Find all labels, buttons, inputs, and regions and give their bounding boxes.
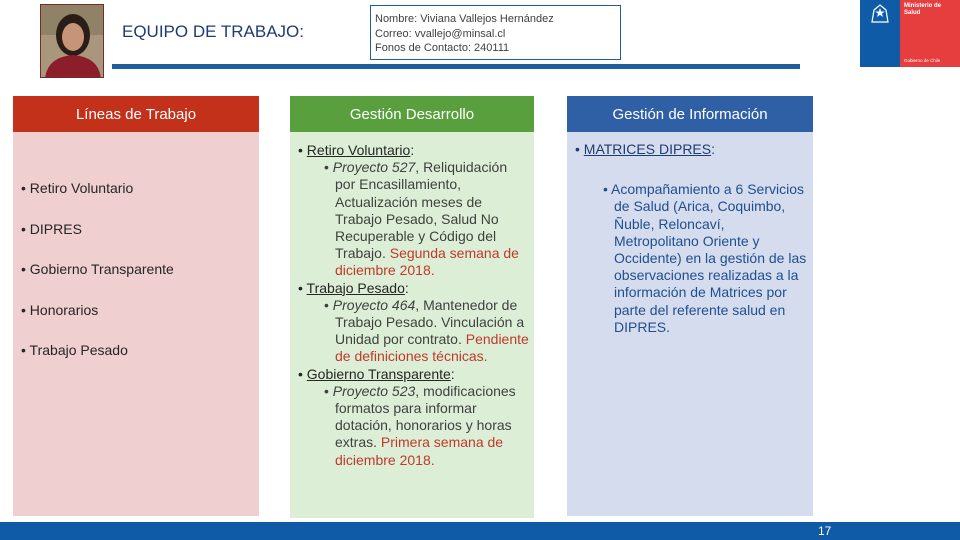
lineas-list [21,180,174,383]
section-heading: • Retiro Voluntario: [298,142,415,158]
list-item: • Gobierno Transparente [21,261,174,302]
contact-email: Correo: vvallejo@minsal.cl [375,27,506,40]
lineas-panel [13,132,259,516]
section-heading: • Gobierno Transparente: [298,365,455,382]
profile-photo [40,4,104,78]
contact-phone: Fonos de Contacto: 240111 [375,42,510,54]
section-heading: • Trabajo Pesado: [298,279,409,296]
list-item: • Retiro Voluntario [21,180,174,221]
footer-bar [0,522,960,540]
list-item: • Honorarios [21,302,174,343]
logo-blue-block [860,0,900,67]
desarrollo-content [298,142,530,469]
informacion-panel [567,132,813,516]
page-number: 17 [818,524,832,538]
contact-name: Nombre: Viviana Vallejos Hernández [375,13,554,25]
list-item: • Trabajo Pesado [21,342,174,383]
section-heading: • MATRICES DIPRES: [575,141,715,157]
informacion-header: Gestión de Información [567,96,813,132]
logo-ministry-text: Ministerio de Salud [904,3,942,16]
desarrollo-panel [290,132,534,518]
section-detail: • Proyecto 523, modificaciones formatos para informar dotación, honorarios y horas extras. Primera semana de diciembre 2018. [324,382,516,468]
lineas-header: Líneas de Trabajo [13,96,259,132]
coat-of-arms-icon [866,2,894,24]
ministry-logo [860,0,960,67]
informacion-content [575,141,807,336]
section-detail: • Proyecto 464, Mantenedor de Trabajo Pesado. Vinculación a Unidad por contrato. Pendiente de definiciones técnicas. [324,296,529,365]
list-item: • DIPRES [21,221,174,262]
desarrollo-header: Gestión Desarrollo [290,96,534,132]
logo-gov-text: Gobierno de Chile [904,58,941,63]
section-detail: • Proyecto 527, Reliquidación por Encasillamiento, Actualización meses de Trabajo Pesado, Salud No Recuperable y Código del Trabajo. Segunda semana de diciembre 2018. [324,159,519,279]
section-detail: • Acompañamiento a 6 Servicios de Salud (Arica, Coquimbo, Ñuble, Reloncaví, Metropolitano Oriente y Occidente) en la gestión de las observaciones realizadas a la información de Matrices por parte del referente salud en DIPRES. [603,181,807,335]
header-divider [112,64,800,69]
contact-box [370,5,621,60]
team-title: EQUIPO DE TRABAJO: [122,22,305,41]
